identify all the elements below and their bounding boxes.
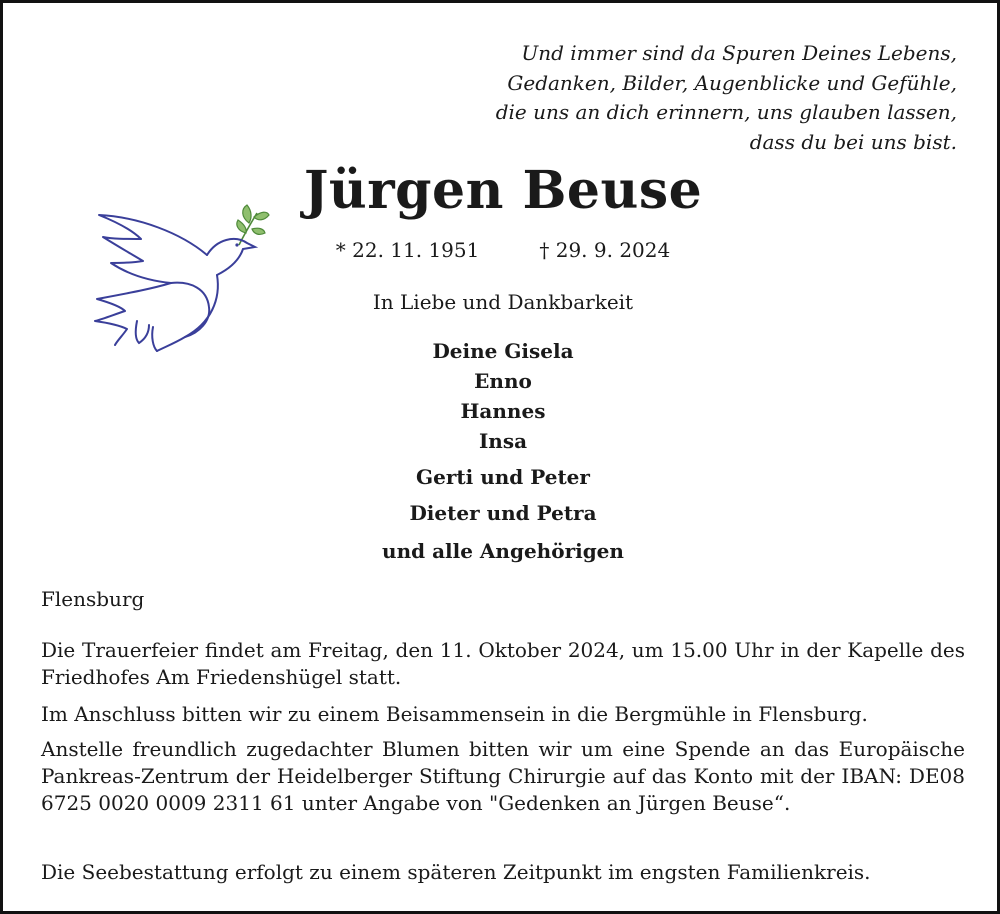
poem <box>496 39 957 157</box>
family-member: Deine Gisela <box>432 339 574 363</box>
donation-paragraph: Anstelle freundlich zugedachter Blumen bitten wir um eine Spende an das Europäische Pankreas-Zentrum der Heidelberger Stiftung Chirurgie auf das Konto mit der IBAN: DE08 6725 0020 0009 2311 61 unter Angabe von "Gedenken an Jürgen Beuse“. <box>41 737 965 815</box>
burial-paragraph: Die Seebestattung erfolgt zu einem späteren Zeitpunkt im engsten Familienkreis. <box>41 860 871 884</box>
poem-line: Und immer sind da Spuren Deines Lebens, <box>521 41 957 65</box>
olive-leaf <box>252 228 265 234</box>
city: Flensburg <box>41 587 145 611</box>
birth-date: * 22. 11. 1951 <box>335 238 480 262</box>
life-dates <box>3 237 1000 263</box>
olive-leaf <box>237 220 246 233</box>
poem-line: die uns an dich erinnern, uns glauben lassen, <box>495 100 957 124</box>
funeral-service-paragraph: Die Trauerfeier findet am Freitag, den 11. Oktober 2024, um 15.00 Uhr in der Kapelle des Friedhofes Am Friedenshügel statt. <box>41 638 965 689</box>
poem-line: dass du bei uns bist. <box>749 129 957 154</box>
family-list <box>3 336 1000 566</box>
deceased-name: Jürgen Beuse <box>303 160 703 221</box>
family-member: Dieter und Petra <box>409 501 597 525</box>
poem-line: Gedanken, Bilder, Augenblicke und Gefühle, <box>507 70 957 95</box>
reception-paragraph: Im Anschluss bitten wir zu einem Beisammensein in die Bergmühle in Flensburg. <box>41 702 868 726</box>
family-member: Hannes <box>460 399 546 423</box>
dedication: In Liebe und Dankbarkeit <box>372 290 634 314</box>
family-member: und alle Angehörigen <box>382 539 624 563</box>
family-member: Enno <box>474 369 532 393</box>
death-date: † 29. 9. 2024 <box>539 238 671 262</box>
family-member: Gerti und Peter <box>416 465 590 489</box>
family-member: Insa <box>478 429 528 453</box>
